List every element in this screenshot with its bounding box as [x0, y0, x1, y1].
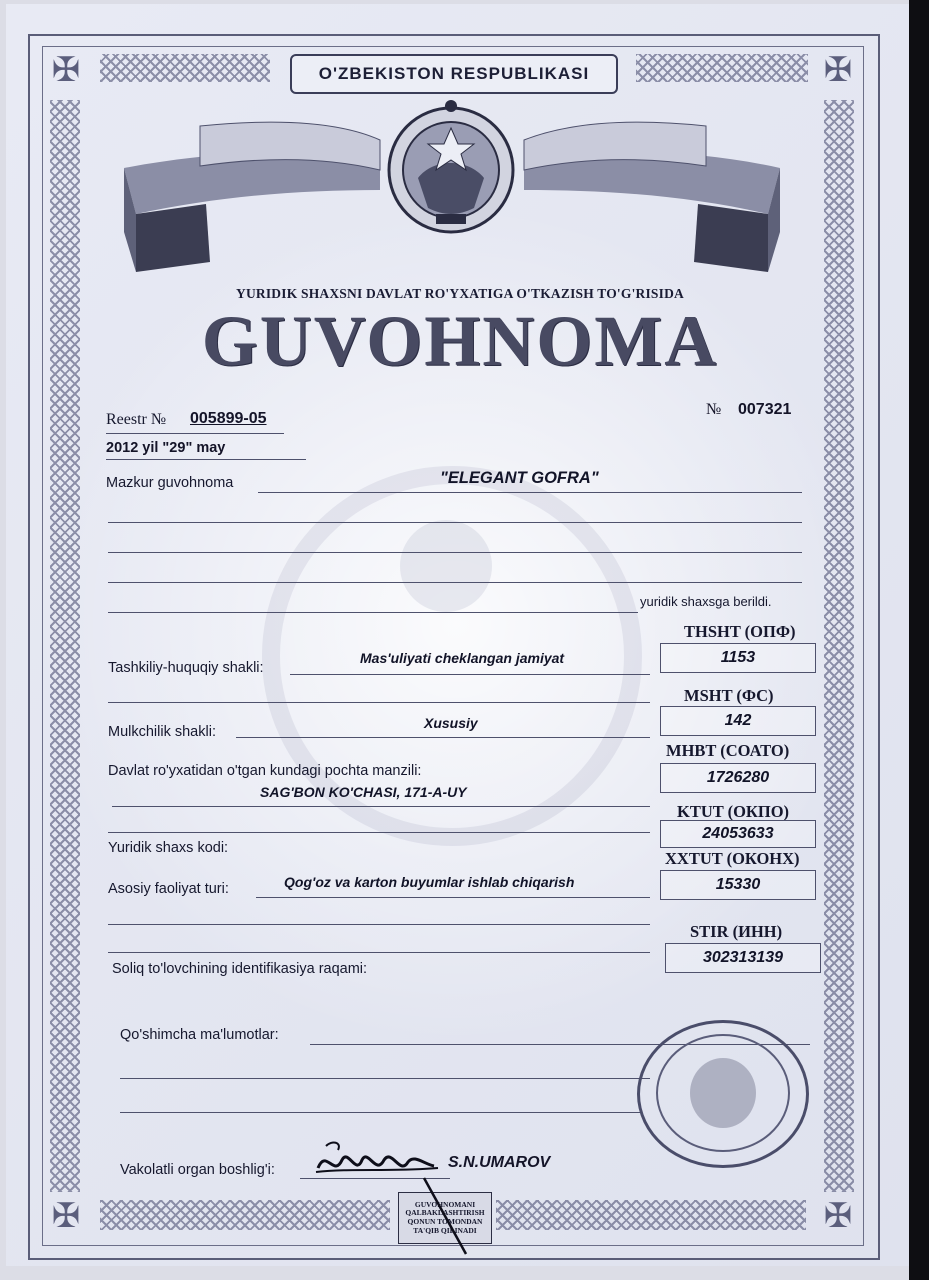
registry-date: 2012 yil "29" may — [106, 440, 226, 456]
activity-line — [256, 897, 650, 898]
corner-ornament-icon: ✠ — [51, 1197, 81, 1235]
code-header-soato: MHBT (СОАТО) — [666, 741, 790, 760]
activity-value: Qog'oz va karton buyumlar ishlab chiqarish — [284, 874, 575, 890]
blank-line — [120, 1078, 650, 1079]
blank-line — [108, 582, 802, 583]
cert-number: 007321 — [738, 401, 792, 418]
legal-code-label: Yuridik shaxs kodi: — [108, 840, 229, 856]
border-bottom-right — [496, 1200, 806, 1230]
extra-info-label: Qo'shimcha ma'lumotlar: — [120, 1027, 279, 1043]
address-value: SAG'BON KO'CHASI, 171-A-UY — [260, 784, 467, 800]
certificate-title: GUVOHNOMA — [201, 301, 719, 381]
warning-line: GUVOHNOMANI — [414, 1199, 476, 1209]
tin-label: Soliq to'lovchining identifikasiya raqami: — [112, 961, 368, 977]
cert-number-label: № — [706, 401, 722, 418]
code-header-okonh: XXTUT (ОКОНХ) — [665, 849, 800, 868]
ownership-label: Mulkchilik shakli: — [108, 724, 216, 740]
registry-line — [106, 433, 284, 434]
head-name: S.N.UMAROV — [448, 1154, 551, 1171]
date-line — [106, 459, 306, 460]
corner-ornament-icon: ✠ — [823, 51, 853, 89]
state-emblem-icon — [378, 98, 524, 238]
code-value-soato: 1726280 — [660, 763, 816, 793]
border-bottom — [100, 1200, 390, 1230]
code-header-okpo: KTUT (ОКПО) — [677, 802, 790, 821]
blank-line — [108, 952, 650, 953]
blank-line — [108, 832, 650, 833]
country-header: O'ZBEKISTON RESPUBLIKASI — [290, 54, 618, 94]
warning-line: TA'QIB QILINADI — [413, 1225, 477, 1235]
stamp-emblem-icon — [690, 1058, 756, 1128]
issued-label: Mazkur guvohnoma — [106, 475, 234, 491]
code-header-opf: THSHT (ОПФ) — [684, 622, 796, 641]
ownership-value: Xususiy — [424, 715, 478, 731]
code-value-inn: 302313139 — [665, 943, 821, 973]
code-value-opf: 1153 — [660, 643, 816, 673]
warning-line: QONUN TOMONDAN — [407, 1217, 483, 1226]
registry-number: 005899-05 — [190, 410, 267, 427]
org-form-line — [290, 674, 650, 675]
signature-stroke-icon — [420, 1174, 480, 1264]
activity-label: Asosiy faoliyat turi: — [108, 881, 229, 897]
address-label: Davlat ro'yxatidan o'tgan kundagi pochta manzili: — [108, 763, 422, 779]
org-form-label: Tashkiliy-huquqiy shakli: — [108, 660, 264, 676]
company-line — [258, 492, 802, 493]
corner-ornament-icon: ✠ — [51, 51, 81, 89]
blank-line — [108, 924, 650, 925]
ownership-line — [236, 737, 650, 738]
org-form-value: Mas'uliyati cheklangan jamiyat — [360, 650, 565, 666]
watermark-globe-icon — [400, 520, 492, 612]
blank-line — [108, 702, 650, 703]
blank-line — [108, 522, 802, 523]
head-label: Vakolatli organ boshlig'i: — [120, 1162, 275, 1178]
corner-ornament-icon: ✠ — [823, 1197, 853, 1235]
code-header-inn: STIR (ИНН) — [690, 922, 783, 941]
issued-suffix: yuridik shaxsga berildi. — [640, 594, 772, 609]
blank-line — [108, 612, 638, 613]
code-value-okpo: 24053633 — [660, 820, 816, 848]
code-value-fs: 142 — [660, 706, 816, 736]
address-line — [112, 806, 650, 807]
warning-line: QALBAKLASHTIRISH — [405, 1208, 485, 1218]
blank-line — [108, 552, 802, 553]
certificate-subtitle: YURIDIK SHAXSNI DAVLAT RO'YXATIGA O'TKAZISH TO'G'RISIDA — [236, 286, 684, 301]
code-header-fs: MSHT (ФС) — [684, 686, 774, 705]
blank-line — [120, 1112, 640, 1113]
code-value-okonh: 15330 — [660, 870, 816, 900]
registry-label: Reestr № — [106, 411, 167, 428]
company-name: "ELEGANT GOFRA" — [440, 469, 599, 487]
